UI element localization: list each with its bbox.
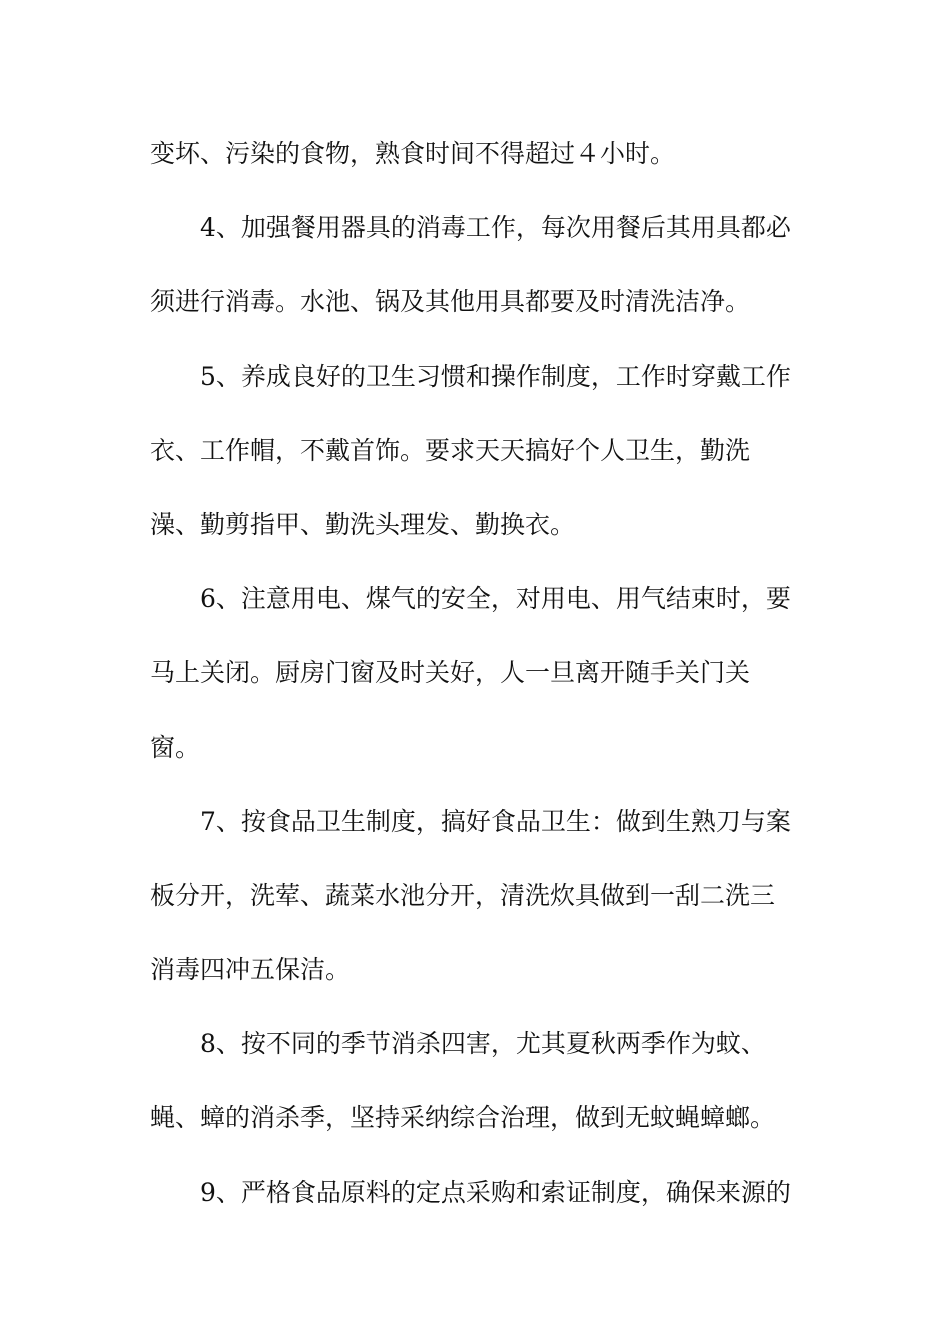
body-line: 板分开，洗荤、蔬菜水池分开，清洗炊具做到一刮二洗三 <box>150 880 776 910</box>
body-line: 马上关闭。厨房门窗及时关好，人一旦离开随手关门关 <box>150 658 751 688</box>
body-line: 6、注意用电、煤气的安全，对用电、用气结束时，要 <box>200 584 791 614</box>
document-body <box>150 117 810 1230</box>
body-line: 澡、勤剪指甲、勤洗头理发、勤换衣。 <box>150 509 576 539</box>
body-line: 消毒四冲五保洁。 <box>150 955 351 985</box>
body-line: 蝇、蟑的消杀季，坚持采纳综合治理，做到无蚊蝇蟑螂。 <box>150 1103 776 1133</box>
body-line: 4、加强餐用器具的消毒工作，每次用餐后其用具都必 <box>200 213 791 243</box>
body-line: 8、按不同的季节消杀四害，尤其夏秋两季作为蚊、 <box>200 1029 766 1059</box>
body-line: 衣、工作帽，不戴首饰。要求天天搞好个人卫生，勤洗 <box>150 435 751 465</box>
body-line: 窗。 <box>150 732 201 762</box>
body-line: 须进行消毒。水池、锅及其他用具都要及时清洗洁净。 <box>150 287 751 317</box>
body-line: 变坏、污染的食物，熟食时间不得超过４小时。 <box>150 139 676 168</box>
body-line: 7、按食品卫生制度，搞好食品卫生：做到生熟刀与案 <box>200 806 791 836</box>
body-line: 5、养成良好的卫生习惯和操作制度，工作时穿戴工作 <box>200 361 791 391</box>
body-line: 9、严格食品原料的定点采购和索证制度，确保来源的 <box>200 1177 791 1207</box>
